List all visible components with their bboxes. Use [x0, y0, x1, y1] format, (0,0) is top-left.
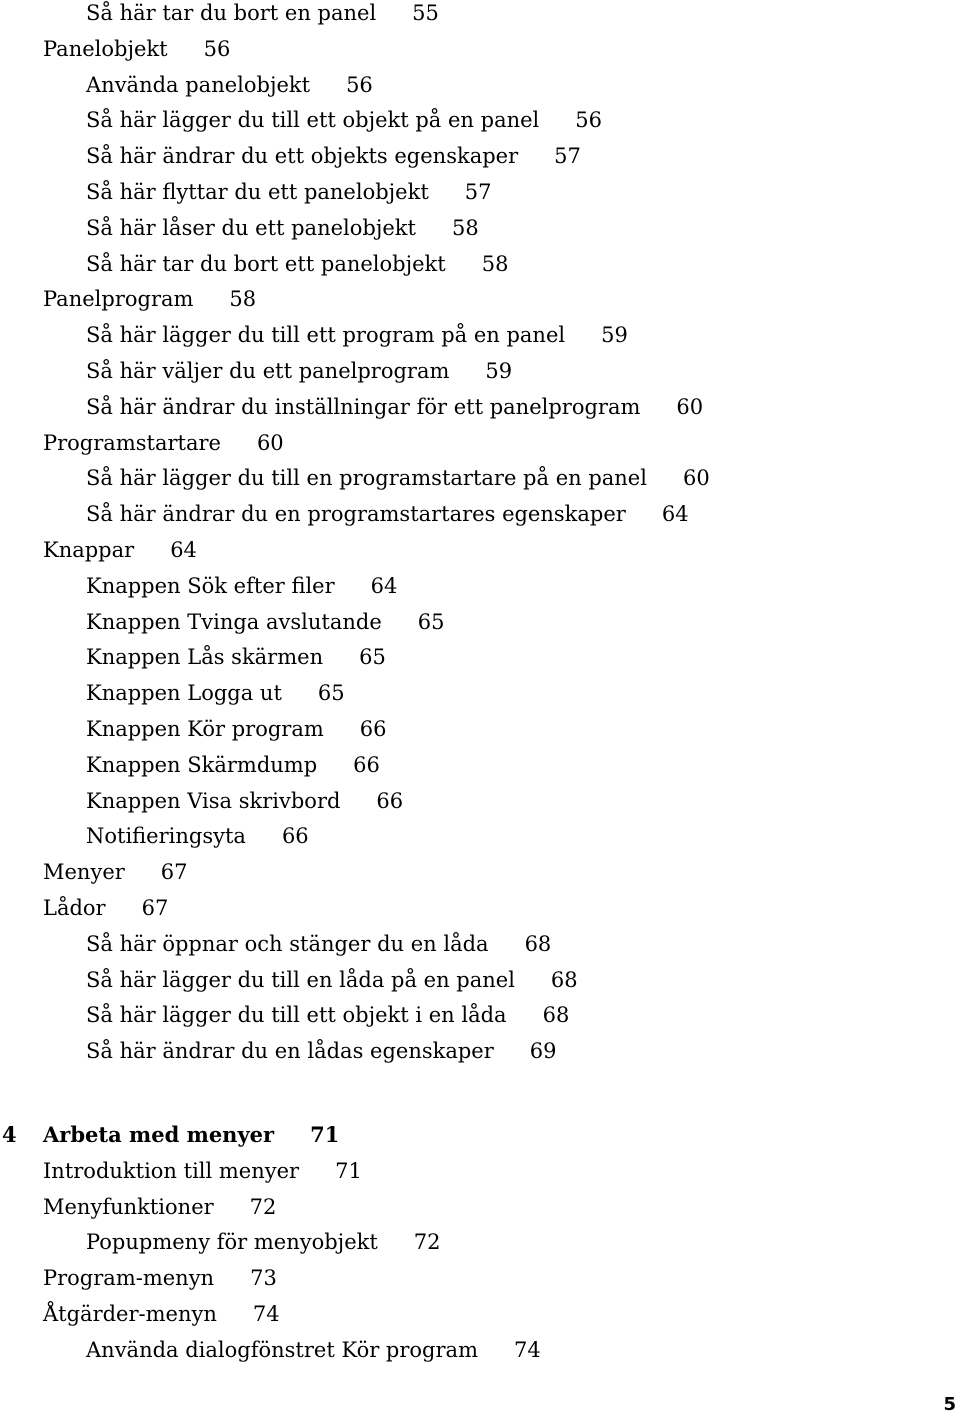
toc-entry	[86, 143, 581, 169]
toc-entry-page: 55	[412, 1, 439, 25]
toc-entry-title: Panelprogram	[43, 287, 194, 312]
page-number: 5	[943, 1394, 956, 1415]
toc-entry-page: 66	[359, 717, 387, 741]
toc-entry	[86, 644, 386, 670]
toc-entry-page: 71	[335, 1158, 362, 1183]
toc-entry-page: 73	[250, 1266, 277, 1291]
toc-entry-page: 67	[141, 896, 169, 920]
toc-entry	[86, 501, 689, 527]
toc-entry	[86, 967, 578, 993]
chapter-page: 71	[310, 1122, 340, 1147]
toc-entry-title: Så här lägger du till en programstartare på en panel	[86, 466, 647, 491]
toc-entry	[86, 107, 602, 133]
toc-entry-page: 58	[481, 251, 509, 276]
toc-entry	[86, 752, 380, 778]
toc-entry	[43, 1301, 280, 1327]
toc-entry-page: 56	[203, 36, 231, 61]
toc-entry	[86, 465, 710, 491]
toc-entry-page: 58	[451, 215, 479, 240]
chapter-title: Arbeta med menyer	[43, 1122, 275, 1147]
toc-entry-page: 58	[229, 287, 257, 312]
toc-entry-page: 65	[417, 609, 445, 634]
toc-entry-page: 66	[281, 824, 309, 849]
toc-entry	[43, 1265, 277, 1291]
toc-entry-title: Knappen Visa skrivbord	[86, 788, 341, 813]
toc-entry	[43, 286, 256, 312]
toc-entry-title: Så här ändrar du en lådas egenskaper	[86, 1039, 494, 1064]
toc-entry-page: 65	[359, 645, 386, 670]
toc-entry-page: 60	[256, 430, 284, 455]
toc-entry-page: 57	[554, 144, 581, 169]
toc-entry	[86, 215, 479, 241]
toc-entry	[43, 895, 168, 921]
toc-entry-page: 68	[524, 931, 552, 956]
toc-entry	[43, 36, 230, 62]
toc-entry-page: 59	[601, 323, 628, 348]
toc-entry-title: Notifieringsyta	[86, 824, 246, 849]
toc-entry-page: 72	[413, 1230, 441, 1255]
toc-entry-page: 66	[353, 752, 380, 777]
toc-entry	[43, 430, 284, 456]
toc-entry-title: Så här ändrar du ett objekts egenskaper	[86, 144, 519, 169]
toc-entry-page: 64	[370, 573, 398, 598]
toc-entry	[86, 0, 439, 26]
toc-entry-page: 72	[249, 1194, 277, 1219]
toc-entry	[86, 1002, 569, 1028]
toc-entry-page: 64	[661, 502, 689, 527]
toc-entry	[86, 788, 403, 814]
toc-entry-title: Knappen Tvinga avslutande	[86, 609, 382, 634]
toc-entry	[86, 322, 628, 348]
toc-entry-page: 56	[346, 72, 373, 97]
toc-entry	[86, 573, 397, 599]
toc-entry	[86, 1229, 441, 1255]
toc-entry-title: Programstartare	[43, 430, 221, 455]
chapter-title-group	[43, 1122, 339, 1148]
toc-entry	[86, 179, 492, 205]
toc-entry-title: Knappen Logga ut	[86, 681, 282, 706]
toc-entry-title: Menyer	[43, 860, 125, 885]
toc-entry-page: 60	[682, 466, 710, 491]
toc-entry-title: Panelobjekt	[43, 36, 168, 61]
toc-entry-title: Så här tar du bort en panel	[86, 1, 377, 25]
toc-entry	[43, 859, 188, 885]
toc-entry-title: Menyfunktioner	[43, 1194, 214, 1219]
toc-entry	[43, 1158, 362, 1184]
toc-entry-page: 67	[160, 860, 188, 885]
chapter-heading	[0, 1122, 960, 1148]
toc-entry	[86, 931, 551, 957]
toc-entry-page: 74	[513, 1337, 541, 1362]
toc-entry	[86, 716, 387, 742]
toc-entry	[86, 251, 508, 277]
toc-entry	[86, 394, 703, 420]
toc-entry	[43, 1194, 276, 1220]
toc-entry-title: Så här lägger du till en låda på en panel	[86, 967, 515, 992]
toc-entry-title: Så här ändrar du inställningar för ett panelprogram	[86, 394, 641, 419]
toc-entry-page: 69	[529, 1039, 557, 1064]
toc-entry-title: Knappen Skärmdump	[86, 752, 318, 777]
toc-entry-title: Åtgärder-menyn	[43, 1302, 217, 1326]
toc-entry	[86, 358, 512, 384]
toc-entry-title: Knappen Kör program	[86, 717, 324, 741]
toc-entry	[86, 609, 445, 635]
toc-entry-page: 59	[485, 359, 513, 383]
toc-entry-page: 68	[542, 1003, 570, 1028]
toc-entry-title: Använda dialogfönstret Kör program	[86, 1337, 478, 1362]
toc-entry-page: 74	[252, 1302, 280, 1326]
toc-entry-title: Så här flyttar du ett panelobjekt	[86, 180, 429, 204]
toc-entry-title: Program-menyn	[43, 1266, 215, 1291]
toc-entry-page: 64	[170, 538, 197, 562]
toc-entry-title: Så här låser du ett panelobjekt	[86, 215, 416, 240]
toc-entry-page: 66	[376, 788, 404, 813]
toc-entry-title: Så här öppnar och stänger du en låda	[86, 931, 489, 956]
toc-entry-title: Så här ändrar du en programstartares egenskaper	[86, 502, 626, 527]
toc-entry-title: Så här väljer du ett panelprogram	[86, 359, 450, 383]
toc-entry-page: 65	[317, 681, 345, 706]
toc-entry-page: 60	[676, 394, 704, 419]
toc-entry-title: Använda panelobjekt	[86, 72, 311, 97]
toc-entry	[86, 680, 345, 706]
toc-entry-title: Knappen Lås skärmen	[86, 645, 324, 670]
toc-entry	[86, 1337, 541, 1363]
toc-entry-title: Så här lägger du till ett program på en panel	[86, 323, 566, 348]
toc-entry-page: 68	[550, 967, 578, 992]
toc-entry-title: Lådor	[43, 896, 106, 920]
toc-entry-page: 57	[464, 180, 492, 204]
toc-entry	[86, 72, 373, 98]
chapter-number: 4	[2, 1122, 17, 1147]
toc-entry-title: Popupmeny för menyobjekt	[86, 1230, 378, 1255]
toc-entry-title: Introduktion till menyer	[43, 1158, 300, 1183]
toc-entry-title: Så här lägger du till ett objekt i en låda	[86, 1003, 507, 1028]
toc-entry-page: 56	[575, 108, 602, 133]
toc-entry-title: Så här lägger du till ett objekt på en panel	[86, 108, 540, 133]
toc-entry	[86, 823, 309, 849]
toc-entry-title: Knappar	[43, 538, 135, 562]
toc-entry-title: Knappen Sök efter filer	[86, 573, 335, 598]
toc-entry	[86, 1038, 557, 1064]
toc-entry	[43, 537, 197, 563]
toc-entry-title: Så här tar du bort ett panelobjekt	[86, 251, 446, 276]
